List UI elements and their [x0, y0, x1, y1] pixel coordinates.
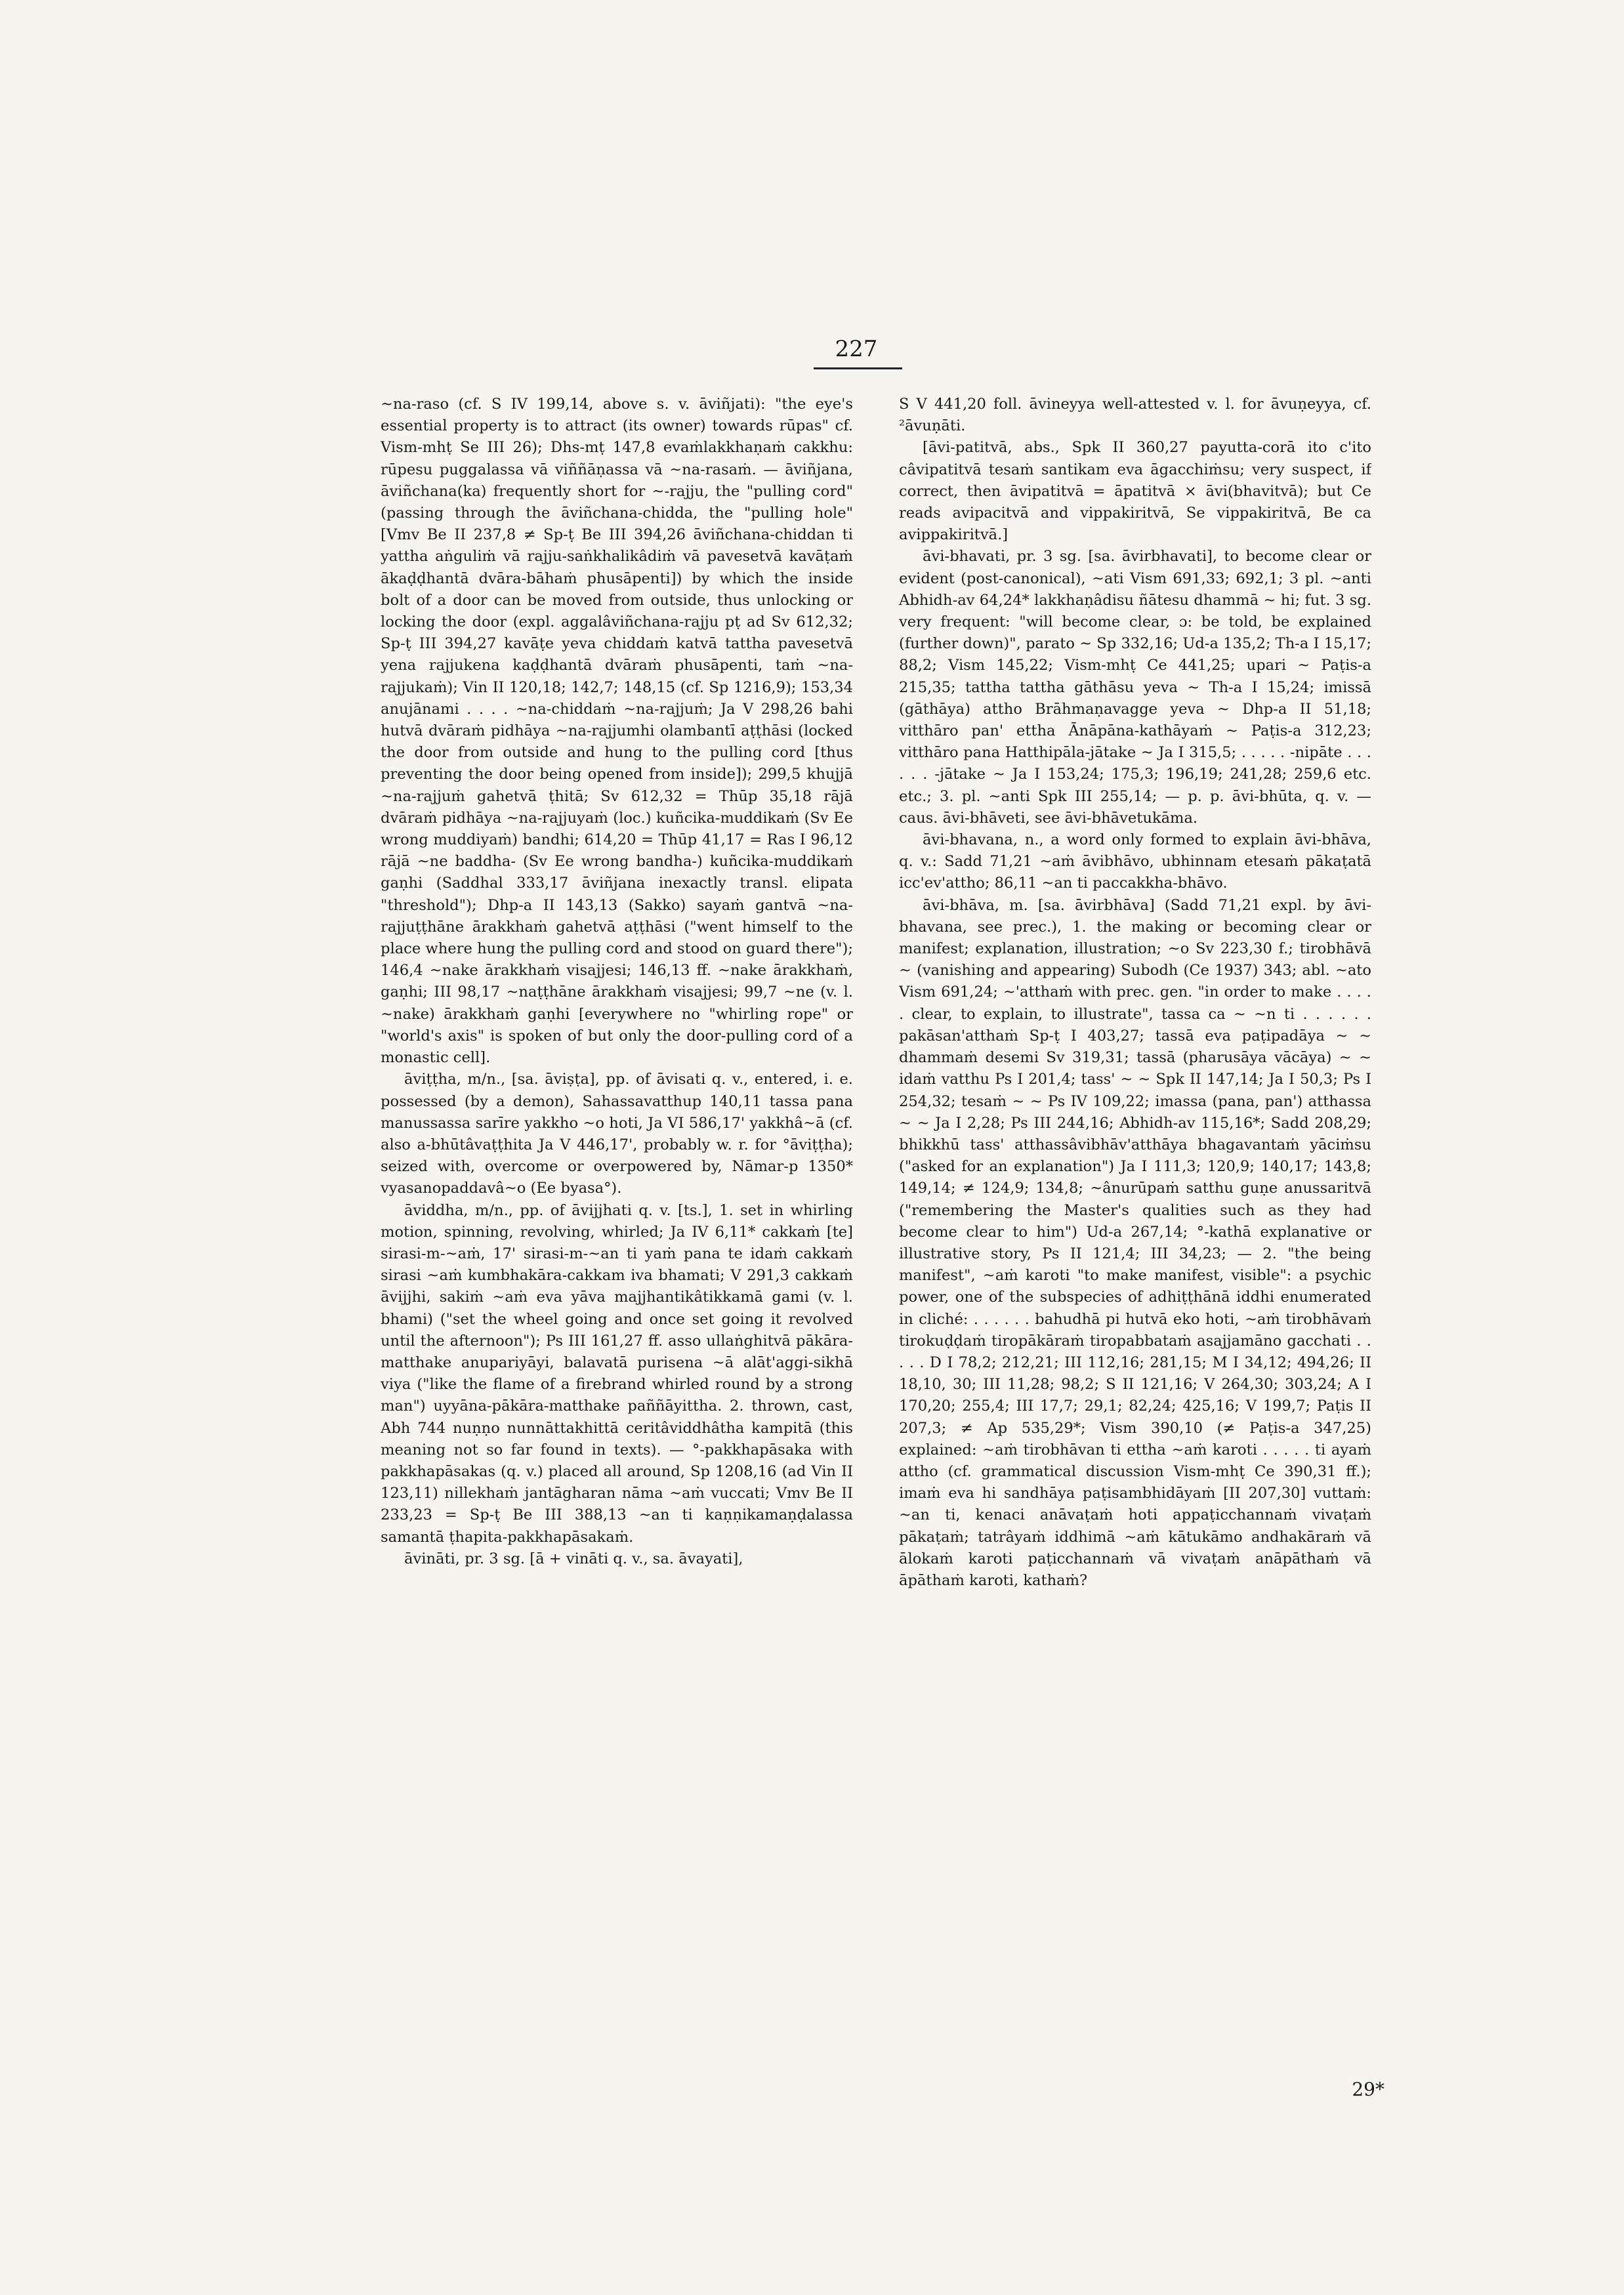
right-column — [899, 394, 1371, 2073]
page-number: 227 — [835, 336, 878, 362]
left-column — [381, 394, 853, 2073]
entry-avi-patitva: [āvi-patitvā, abs., Spk II 360,27 payutta-corā ito c'ito câvipatitvā tesaṁ santikam eva āgacchiṁsu; very suspect, if correct, then āvipatitvā = āpatitvā × āvi(bhavitvā); but Ce reads avipacitvā and vippakiritvā, Se vippakiritvā, Be ca avippakiritvā.] — [899, 439, 1371, 544]
entry-avittha: āviṭṭha, m/n., [sa. āviṣṭa], pp. of āvisati q. v., entered, i. e. possessed (by a demon), Sahassavatthup 140,11 tassa pana manussassa sarīre yakkho ~o hoti, Ja VI 586,17' yakkhâ~ā (cf. also a-bhūtâvaṭṭhita Ja V 446,17', probably w. r. for °āviṭṭha); seized with, overcome or overpowered by, Nāmar-p 1350* vyasanopaddavâ~o (Ee byasa°). — [381, 1071, 853, 1197]
entry-aviddha: āviddha, m/n., pp. of āvijjhati q. v. [ts.], 1. set in whirling motion, spinning, revolving, whirled; Ja IV 6,11* cakkaṁ [te] sirasi-m-~aṁ, 17' sirasi-m-~an ti yaṁ pana te idaṁ cakkaṁ sirasi ~aṁ kumbhakāra-cakkam iva bhamati; V 291,3 cakkaṁ āvijjhi, sakiṁ ~aṁ eva yāva majjhantikâtikkamā gami (v. l. bhami) ("set the wheel going and once set going it revolved until the afternoon"); Ps III 161,27 ff. asso ullaṅghitvā pākāra-matthake anupariyāyi, balavatā purisena ~ā alāt'aggi-sikhā viya ("like the flame of a firebrand whirled round by a strong man") uyyāna-pākāra-matthake paññāyittha. 2. thrown, cast, Abh 744 nuṇṇo nunnāttakhittā ceritâviddhâtha kampitā (this meaning not so far found in texts). — °-pakkhapāsaka with pakkhapāsakas (q. v.) placed all around, Sp 1208,16 (ad Vin II 123,11) nillekhaṁ jantāgharan nāma ~aṁ vuccati; Vmv Be II 233,23 = Sp-ṭ Be III 388,13 ~an ti kaṇṇikamaṇḍalassa samantā ṭhapita-pakkhapāsakaṁ. — [381, 1201, 853, 1546]
entry-aviñjana-continued: ~na-raso (cf. S IV 199,14, above s. v. āviñjati): "the eye's essential property is to attract (its owner) towards rūpas" cf. Vism-mhṭ Se III 26); Dhs-mṭ 147,8 evaṁlakkhaṇaṁ cakkhu: rūpesu puggalassa vā viññāṇassa vā ~na-rasaṁ. — āviñjana, āviñchana(ka) frequently short for ~-rajju, the "pulling cord" (passing through the āviñchana-chidda, the "pulling hole" [Vmv Be II 237,8 ≠ Sp-ṭ Be III 394,26 āviñchana-chiddan ti yattha aṅguliṁ vā rajju-saṅkhalikâdiṁ vā pavesetvā kavāṭaṁ ākaḍḍhantā dvāra-bāhaṁ phusāpenti]) by which the inside bolt of a door can be moved from outside, thus unlocking or locking the door (expl. aggalâviñchana-rajju pṭ ad Sv 612,32; Sp-ṭ III 394,27 kavāṭe yeva chiddaṁ katvā tattha pavesetvā yena rajjukena kaḍḍhantā dvāraṁ phusāpenti, taṁ ~na-rajjukaṁ); Vin II 120,18; 142,7; 148,15 (cf. Sp 1216,9); 153,34 anujānami . . . . ~na-chiddaṁ ~na-rajjuṁ; Ja V 298,26 bahi hutvā dvāraṁ pidhāya ~na-rajjumhi olambantī aṭṭhāsi (locked the door from outside and hung to the pulling cord [thus preventing the door being opened from inside]); 299,5 khujjā ~na-rajjuṁ gahetvā ṭhitā; Sv 612,32 = Thūp 35,18 rājā dvāraṁ pidhāya ~na-rajjuyaṁ (loc.) kuñcika-muddikaṁ (Sv Ee wrong muddiyaṁ) bandhi; 614,20 = Thūp 41,17 = Ras I 96,12 rājā ~ne baddha- (Sv Ee wrong bandha-) kuñcika-muddikaṁ gaṇhi (Saddhal 333,17 āviñjana inexactly transl. elipata "threshold"); Dhp-a II 143,13 (Sakko) sayaṁ gantvā ~na-rajjuṭṭhāne ārakkhaṁ gahetvā aṭṭhāsi ("went himself to the place where hung the pulling cord and stood on guard there"); 146,4 ~nake ārakkhaṁ visajjesi; 146,13 ff. ~nake ārakkhaṁ, gaṇhi; III 98,17 ~naṭṭhāne ārakkhaṁ visajjesi; 99,7 ~ne (v. l. ~nake) ārakkhaṁ gaṇhi [everywhere no "whirling rope" or "world's axis" is spoken of but only the door-pulling cord of a monastic cell]. — [381, 396, 853, 1067]
entry-avinati: āvināti, pr. 3 sg. [ā + vināti q. v., sa. āvayati], — [404, 1550, 743, 1567]
entry-avi-bhavati: āvi-bhavati, pr. 3 sg. [sa. āvirbhavati], to become clear or evident (post-canonical), ~ati Vism 691,33; 692,1; 3 pl. ~anti Abhidh-av 64,24* lakkhaṇâdisu ñātesu dhammā ~ hi; fut. 3 sg. very frequent: "will become clear, ɔ: be told, be explained (further down)", parato ~ Sp 332,16; Ud-a 135,2; Th-a I 15,17; 88,2; Vism 145,22; Vism-mhṭ Ce 441,25; upari ~ Paṭis-a 215,35; tattha tattha gāthāsu yeva ~ Th-a I 15,24; imissā (gāthāya) attho Brāhmaṇavagge yeva ~ Dhp-a II 51,18; vitthāro pan' ettha Ānāpāna-kathāyaṁ ~ Paṭis-a 312,23; vitthāro pana Hatthipāla-jātake ~ Ja I 315,5; . . . . . -nipāte . . . . . . -jātake ~ Ja I 153,24; 175,3; 196,19; 241,28; 259,6 etc. etc.; 3. pl. ~anti Spk III 255,14; — p. p. āvi-bhūta, q. v. — caus. āvi-bhāveti, see āvi-bhāvetukāma. — [899, 548, 1371, 827]
page-signature: 29* — [1352, 2078, 1385, 2100]
header-rule — [814, 367, 902, 369]
entry-avi-bhavana: āvi-bhavana, n., a word only formed to explain āvi-bhāva, q. v.: Sadd 71,21 ~aṁ āvibhāvo, ubhinnam etesaṁ pākaṭatā icc'ev'attho; 86,11 ~an ti paccakkha-bhāvo. — [899, 831, 1371, 892]
entry-avi-bhava: āvi-bhāva, m. [sa. āvirbhāva] (Sadd 71,21 expl. by āvi-bhavana, see prec.), 1. the making or becoming clear or manifest; explanation, illustration; ~o Sv 223,30 f.; tirobhāvā ~ (vanishing and appearing) Subodh (Ce 1937) 343; abl. ~ato Vism 691,24; ~'atthaṁ with prec. gen. "in order to make . . . . . clear, to explain, to illustrate", tassa ca ~ ~n ti . . . . . . pakāsan'atthaṁ Sp-ṭ I 403,27; tassā eva paṭipadāya ~ ~ dhammaṁ desemi Sv 319,31; tassā (pharusāya vācāya) ~ ~ idaṁ vatthu Ps I 201,4; tass' ~ ~ Spk II 147,14; Ja I 50,3; Ps I 254,32; tesaṁ ~ ~ Ps IV 109,22; imassa (pana, pan') atthassa ~ ~ Ja I 2,28; Ps III 244,16; Abhidh-av 115,16*; Sadd 208,29; bhikkhū tass' atthassâvibhāv'atthāya bhagavantaṁ yāciṁsu ("asked for an explanation") Ja I 111,3; 120,9; 140,17; 143,8; 149,14; ≠ 124,9; 134,8; ~ânurūpaṁ satthu guṇe anussaritvā ("remembering the Master's qualities such as they had become clear to him") Ud-a 267,14; °-kathā explanative or illustrative story, Ps II 121,4; III 34,23; — 2. "the being manifest", ~aṁ karoti "to make manifest, visible": a psychic power, one of the subspecies of adhiṭṭhānā iddhi enumerated in cliché: . . . . . . bahudhā pi hutvā eko hoti, ~aṁ tirobhāvaṁ tirokuḍḍaṁ tiropākāraṁ tiropabbataṁ asajjamāno gacchati . . . . . D I 78,2; 212,21; III 112,16; 281,15; M I 34,12; 494,26; II 18,10, 30; III 11,28; 98,2; S II 121,16; V 264,30; 303,24; A I 170,20; 255,4; III 17,7; 29,1; 82,24; 425,16; V 199,7; Paṭis II 207,3; ≠ Ap 535,29*; Vism 390,10 (≠ Paṭis-a 347,25) explained: ~aṁ tirobhāvan ti ettha ~aṁ karoti . . . . . ti ayaṁ attho (cf. grammatical discussion Vism-mhṭ Ce 390,31 ff.); imaṁ eva hi sandhāya paṭisambhidāyaṁ [II 207,30] vuttaṁ: ~an ti, kenaci anāvaṭaṁ hoti appaṭicchannaṁ vivaṭaṁ pākaṭaṁ; tatrâyaṁ iddhimā ~aṁ kātukāmo andhakāraṁ vā ālokaṁ karoti paṭicchannaṁ vā vivaṭaṁ anāpāthaṁ vā āpāthaṁ karoti, kathaṁ? — [899, 896, 1371, 1589]
entry-avinati-continued: S V 441,20 foll. āvineyya well-attested v. l. for āvuṇeyya, cf. ²āvuṇāti. — [899, 396, 1371, 435]
